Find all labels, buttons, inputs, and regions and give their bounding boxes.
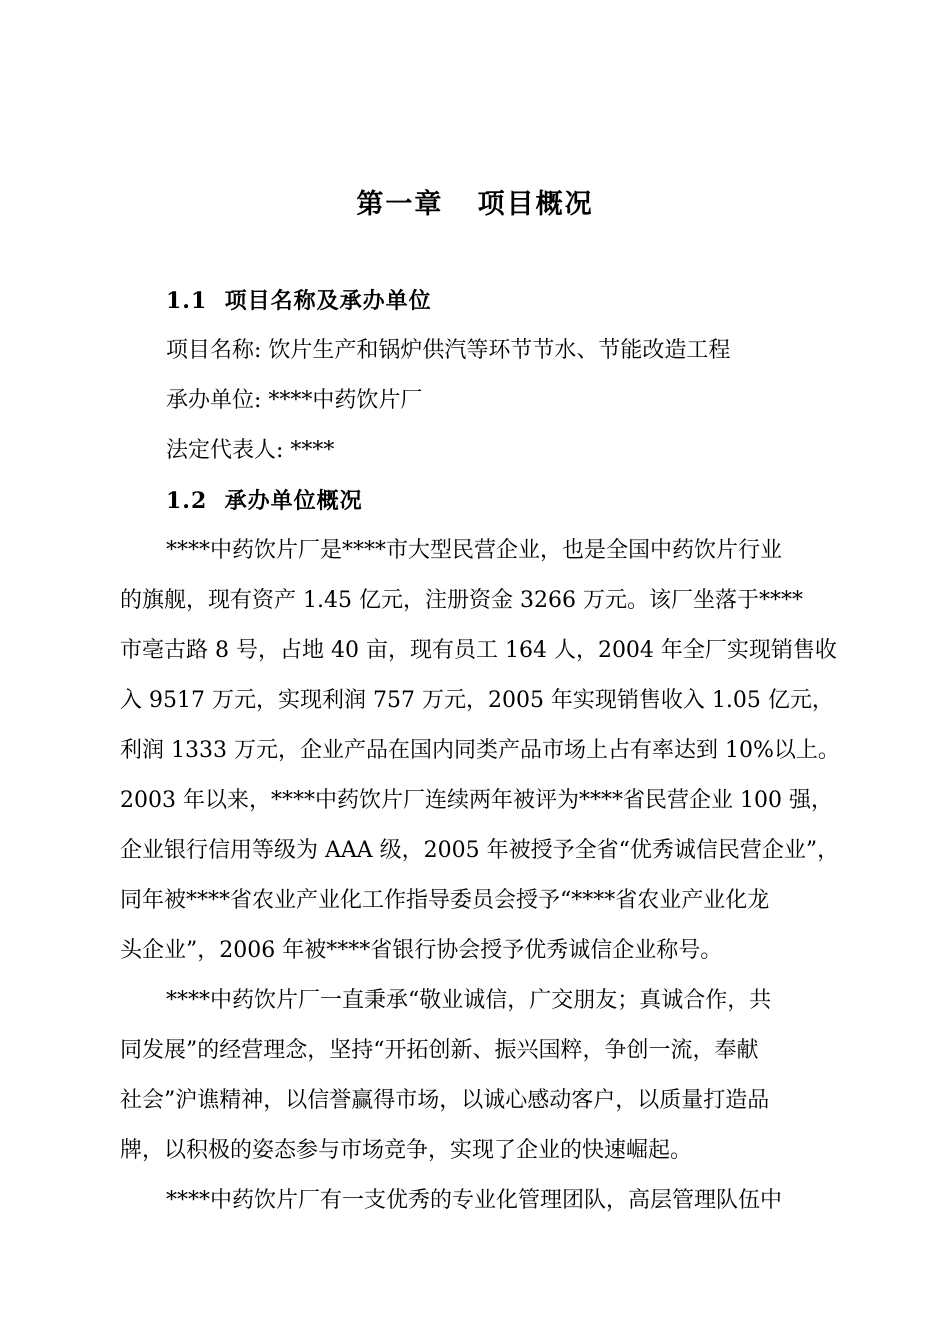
paragraph-line: 利润 1333 万元，企业产品在国内同类产品市场上占有率达到 10%以上。 (120, 738, 840, 763)
legal-representative-field: 法定代表人: **** (166, 438, 335, 463)
chapter-title: 第一章 项目概况 (356, 189, 594, 220)
paragraph-line: 企业银行信用等级为 AAA 级，2005 年被授予全省“优秀诚信民营企业”， (120, 838, 840, 863)
paragraph-line: ****中药饮片厂一直秉承“敬业诚信，广交朋友；真诚合作，共 (166, 988, 772, 1013)
paragraph-line: 同发展”的经营理念，坚持“开拓创新、振兴国粹，争创一流，奉献 (120, 1038, 759, 1063)
host-unit-field: 承办单位: ****中药饮片厂 (166, 388, 423, 413)
paragraph-line: 的旗舰，现有资产 1.45 亿元，注册资金 3266 万元。该厂坐落于**** (120, 588, 803, 613)
paragraph-line: ****中药饮片厂有一支优秀的专业化管理团队，高层管理队伍中 (166, 1188, 783, 1213)
section-heading-1-2: 1.2 承办单位概况 (166, 488, 363, 514)
paragraph-line: 市亳古路 8 号，占地 40 亩，现有员工 164 人，2004 年全厂实现销售收 (120, 638, 837, 663)
paragraph-line: 入 9517 万元，实现利润 757 万元，2005 年实现销售收入 1.05 亿元， (120, 688, 834, 713)
project-name-field: 项目名称: 饮片生产和锅炉供汽等环节节水、节能改造工程 (166, 338, 731, 363)
paragraph-line: 同年被****省农业产业化工作指导委员会授予“****省农业产业化龙 (120, 888, 770, 913)
paragraph-line: ****中药饮片厂是****市大型民营企业，也是全国中药饮片行业 (166, 538, 783, 563)
paragraph-line: 牌，以积极的姿态参与市场竞争，实现了企业的快速崛起。 (120, 1138, 693, 1163)
paragraph-line: 社会”沪谯精神，以信誉赢得市场，以诚心感动客户，以质量打造品 (120, 1088, 770, 1113)
paragraph-line: 头企业”，2006 年被****省银行协会授予优秀诚信企业称号。 (120, 938, 723, 963)
section-heading-1-1: 1.1 项目名称及承办单位 (166, 288, 432, 314)
paragraph-line: 2003 年以来，****中药饮片厂连续两年被评为****省民营企业 100 强， (120, 788, 833, 813)
